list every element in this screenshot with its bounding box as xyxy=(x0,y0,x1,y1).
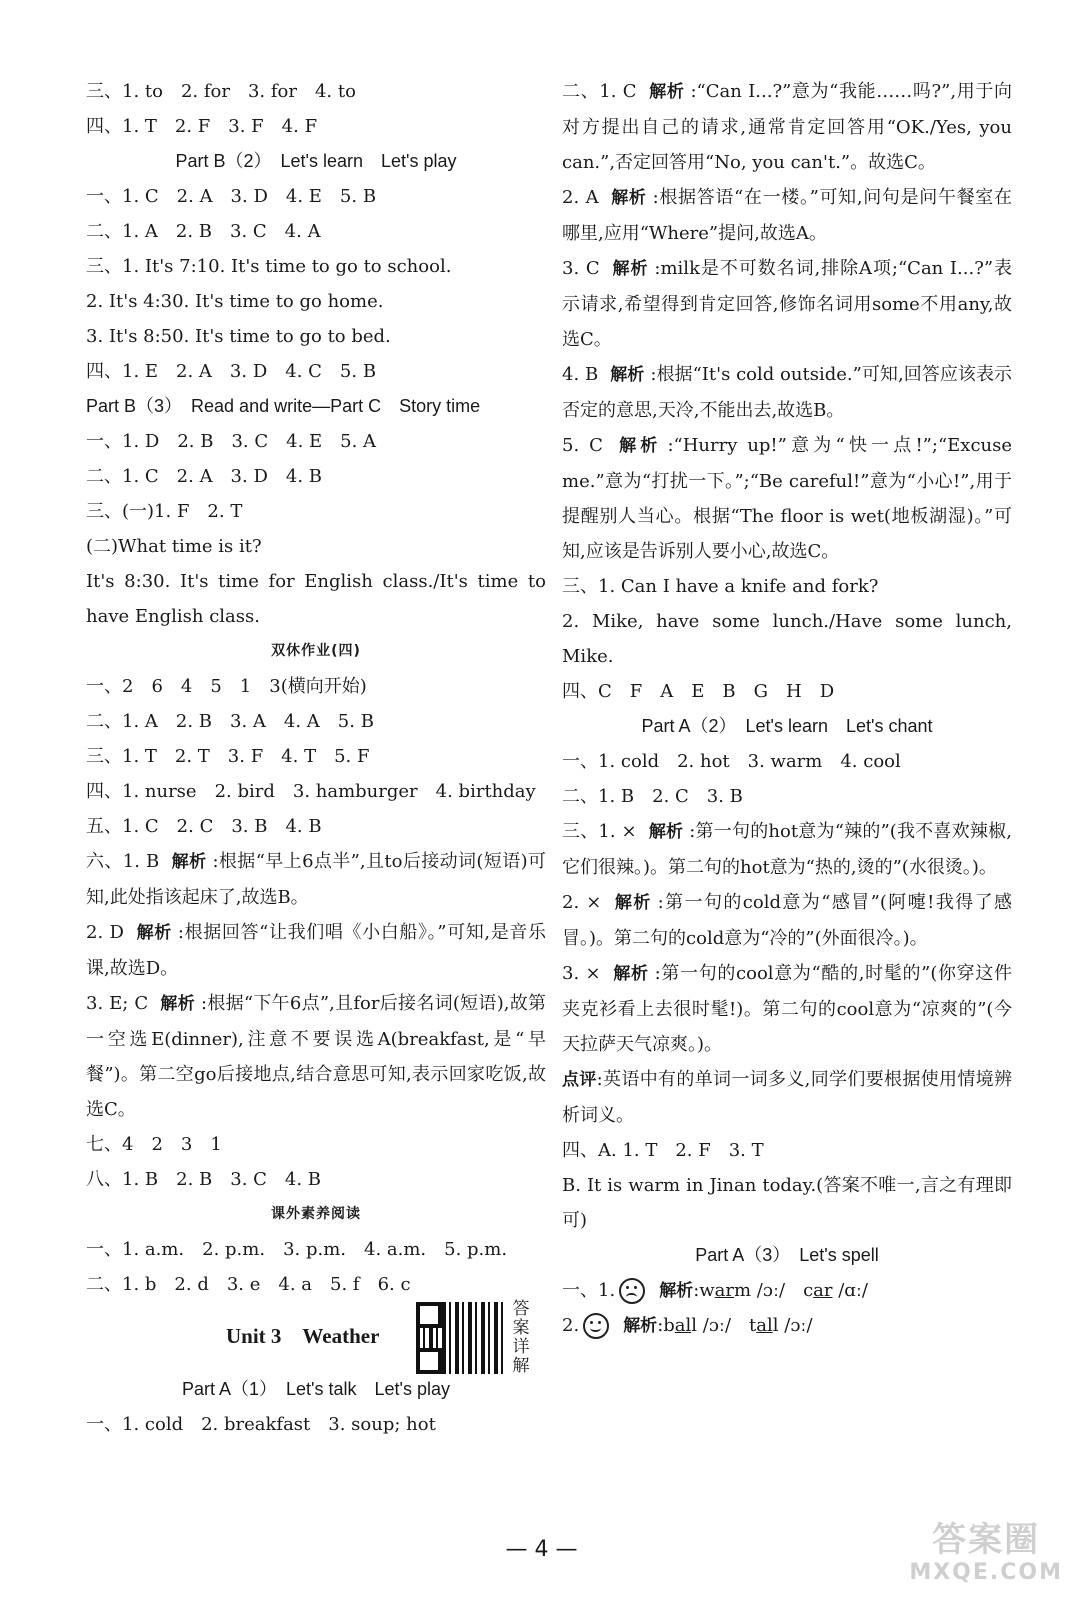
explanation-text: :第一句的cool意为“酷的,时髦的”(你穿这件夹克衫看上去很时髦!)。第二句的cool意为“凉爽的”(今天拉萨天气凉爽。)。 xyxy=(562,963,1013,1055)
explanation-tag: 解析 xyxy=(659,1281,694,1301)
answer-line: 一、2 6 4 5 1 3(横向开始) xyxy=(86,676,367,697)
answer-line: 二、1. A 2. B 3. A 4. A 5. B xyxy=(86,711,374,732)
section-heading: Part A（1） Let's talk Let's play xyxy=(182,1379,450,1399)
comment-paragraph xyxy=(562,1062,1012,1133)
comment-tag: 点评 xyxy=(562,1070,597,1090)
explanation-paragraph xyxy=(562,814,1012,885)
phonics-highlight: ar xyxy=(813,1280,833,1301)
phonics-highlight: al xyxy=(674,1315,692,1336)
unit-heading-row xyxy=(86,1299,546,1376)
answer-line: 四、1. T 2. F 3. F 4. F xyxy=(86,116,318,137)
answer-key: 三、1. × xyxy=(562,821,637,842)
spell-answer-line xyxy=(562,1273,1012,1308)
answer-paragraph: 2. Mike, have some lunch./Have some lunch, Mike. xyxy=(562,611,1012,667)
explanation-paragraph xyxy=(562,251,1012,357)
answer-line: 一、1. cold 2. hot 3. warm 4. cool xyxy=(562,751,901,772)
answer-line: 二、1. b 2. d 3. e 4. a 5. f 6. c xyxy=(86,1274,411,1295)
explanation-text: :milk是不可数名词,排除A项;“Can I...?”表示请求,希望得到肯定回答,修饰名词用some不用any,故选C。 xyxy=(562,258,1012,350)
explanation-text: :根据“It's cold outside.”可知,回答应该表示否定的意思,天冷,不能出去,故选B。 xyxy=(562,364,1013,421)
answer-paragraph: It's 8:30. It's time for English class./It's time to have English class. xyxy=(86,571,546,627)
phonics-text: :w xyxy=(693,1280,715,1301)
explanation-tag: 解析 xyxy=(614,436,662,456)
answer-line: 三、1. T 2. T 3. F 4. T 5. F xyxy=(86,746,370,767)
answer-line: 五、1. C 2. C 3. B 4. B xyxy=(86,816,322,837)
explanation-text: :根据“早上6点半”,且to后接动词(短语)可知,此处指该起床了,故选B。 xyxy=(86,851,547,908)
section-title-weekend: 双休作业(四) xyxy=(271,643,361,659)
answer-line: 2. It's 4:30. It's time to go home. xyxy=(86,291,384,312)
explanation-paragraph xyxy=(562,885,1012,956)
watermark-url: MXQE.COM xyxy=(909,1560,1063,1585)
explanation-tag: 解析 xyxy=(648,822,684,842)
answer-line: 一、1. C 2. A 3. D 4. E 5. B xyxy=(86,186,377,207)
section-title-reading: 课外素养阅读 xyxy=(271,1206,361,1222)
explanation-tag: 解析 xyxy=(171,852,207,872)
left-column xyxy=(86,74,546,1442)
explanation-paragraph xyxy=(562,357,1012,428)
answer-key: 二、1. C xyxy=(562,81,637,102)
explanation-text: :“Hurry up!”意为“快一点!”;“Excuse me.”意为“打扰一下。”;“Be careful!”意为“小心!”,用于提醒别人当心。根据“The floor is wet(地板湖湿)。”可知,应该是告诉别人要小心,故选C。 xyxy=(562,435,1013,562)
answer-line: 3. It's 8:50. It's time to go to bed. xyxy=(86,326,391,347)
answer-key: 4. B xyxy=(562,364,599,385)
qr-code-icon[interactable] xyxy=(416,1302,504,1374)
section-heading: Part A（2） Let's learn Let's chant xyxy=(641,716,933,736)
watermark xyxy=(909,1520,1063,1586)
explanation-paragraph xyxy=(562,74,1012,180)
answer-line: 三、1. Can I have a knife and fork? xyxy=(562,576,879,597)
explanation-text: :第一句的hot意为“辣的”(我不喜欢辣椒,它们很辣。)。第二句的hot意为“热的,烫的”(水很烫。)。 xyxy=(562,821,1013,878)
phonics-text: l /ɔː/ t xyxy=(691,1315,757,1336)
phonics-text: l /ɔː/ xyxy=(772,1315,813,1336)
phonics-highlight: ar xyxy=(714,1280,735,1301)
answer-key: 一、1. xyxy=(562,1280,616,1301)
explanation-paragraph xyxy=(562,428,1012,569)
answer-line: 二、1. B 2. C 3. B xyxy=(562,786,743,807)
watermark-logo-text: 答案圈 xyxy=(932,1520,1041,1560)
phonics-highlight: al xyxy=(756,1315,773,1336)
answer-key: 3. C xyxy=(562,258,600,279)
answer-line: 四、1. E 2. A 3. D 4. C 5. B xyxy=(86,361,377,382)
answer-line: 七、4 2 3 1 xyxy=(86,1134,222,1155)
explanation-tag: 解析 xyxy=(611,259,649,279)
answer-key: 5. C xyxy=(562,435,603,456)
answer-key: 2. A xyxy=(562,187,599,208)
comment-text: :英语中有的单词一词多义,同学们要根据使用情境辨析词义。 xyxy=(562,1069,1012,1126)
answer-line: 四、A. 1. T 2. F 3. T xyxy=(562,1140,764,1161)
page-number: — 4 — xyxy=(505,1537,578,1562)
explanation-paragraph xyxy=(562,180,1012,251)
unit-title: Unit 3 Weather xyxy=(226,1324,380,1348)
explanation-tag: 解析 xyxy=(160,994,195,1014)
answer-line: 四、C F A E B G H D xyxy=(562,681,835,702)
explanation-paragraph xyxy=(562,956,1012,1062)
explanation-tag: 解析 xyxy=(648,82,685,102)
section-heading: Part B（3） Read and write—Part C Story time xyxy=(86,396,481,416)
explanation-paragraph xyxy=(86,915,546,986)
spell-answer-line xyxy=(562,1308,1012,1343)
answer-key: 2. D xyxy=(86,922,124,943)
answer-line: 一、1. a.m. 2. p.m. 3. p.m. 4. a.m. 5. p.m. xyxy=(86,1239,508,1260)
explanation-tag: 解析 xyxy=(613,893,652,913)
explanation-tag: 解析 xyxy=(623,1316,658,1336)
answer-key: 2. × xyxy=(562,892,602,913)
answer-key: 六、1. B xyxy=(86,851,160,872)
explanation-paragraph xyxy=(86,986,546,1127)
sad-face-icon xyxy=(619,1278,645,1304)
explanation-text: :第一句的cold意为“感冒”(阿嚏!我得了感冒。)。第二句的cold意为“冷的”(外面很冷。)。 xyxy=(562,892,1013,949)
answer-line: 二、1. A 2. B 3. C 4. A xyxy=(86,221,321,242)
answer-line: 一、1. D 2. B 3. C 4. E 5. A xyxy=(86,431,377,452)
phonics-text: /ɑː/ xyxy=(832,1280,868,1301)
right-column xyxy=(562,74,1012,1343)
section-heading: Part A（3） Let's spell xyxy=(695,1245,879,1265)
answer-key: 2. xyxy=(562,1315,580,1336)
explanation-text: :根据答语“在一楼。”可知,问句是问午餐室在哪里,应用“Where”提问,故选A。 xyxy=(562,187,1012,244)
answer-paragraph: B. It is warm in Jinan today.(答案不唯一,言之有理即可) xyxy=(562,1175,1012,1231)
answer-key: 3. × xyxy=(562,963,601,984)
explanation-tag: 解析 xyxy=(610,188,647,208)
answer-line: (二)What time is it? xyxy=(86,536,262,557)
explanation-tag: 解析 xyxy=(612,964,649,984)
answer-line: 八、1. B 2. B 3. C 4. B xyxy=(86,1169,322,1190)
explanation-text: :根据回答“让我们唱《小白船》。”可知,是音乐课,故选D。 xyxy=(86,922,546,979)
phonics-text: :b xyxy=(657,1315,675,1336)
answer-line: 三、1. to 2. for 3. for 4. to xyxy=(86,81,356,102)
phonics-text: m /ɔː/ c xyxy=(734,1280,814,1301)
answer-line: 三、(一)1. F 2. T xyxy=(86,501,243,522)
answer-line: 一、1. cold 2. breakfast 3. soup; hot xyxy=(86,1414,436,1435)
explanation-text: :“Can I...?”意为“我能……吗?”,用于向对方提出自己的请求,通常肯定回答用“OK./Yes, you can.”,否定回答用“No, you can't.”。故选C。 xyxy=(562,81,1012,173)
answer-line: 三、1. It's 7:10. It's time to go to school. xyxy=(86,256,452,277)
answer-line: 四、1. nurse 2. bird 3. hamburger 4. birthday xyxy=(86,781,536,802)
qr-label: 答案详解 xyxy=(512,1299,530,1376)
explanation-paragraph xyxy=(86,844,546,915)
explanation-text: :根据“下午6点”,且for后接名词(短语),故第一空选E(dinner),注意不要误选A(breakfast,是“早餐”)。第二空go后接地点,结合意思可知,表示回家吃饭,故选C。 xyxy=(86,993,547,1120)
answer-line: 二、1. C 2. A 3. D 4. B xyxy=(86,466,323,487)
answer-key: 3. E; C xyxy=(86,993,149,1014)
explanation-tag: 解析 xyxy=(610,365,645,385)
explanation-tag: 解析 xyxy=(135,923,172,943)
happy-face-icon xyxy=(583,1313,609,1339)
section-heading: Part B（2） Let's learn Let's play xyxy=(175,151,457,171)
